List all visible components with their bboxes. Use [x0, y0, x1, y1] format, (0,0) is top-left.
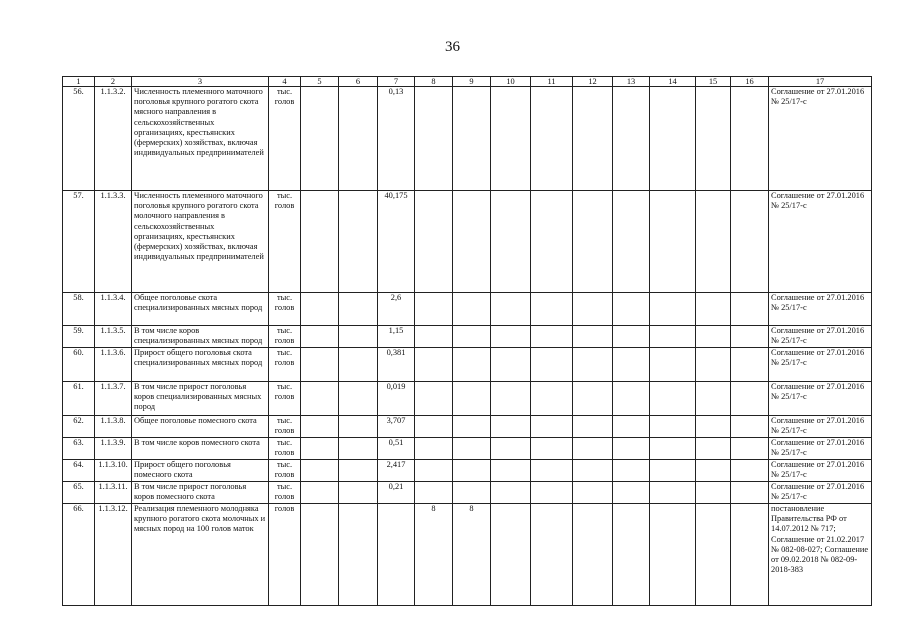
value-cell: [491, 293, 531, 326]
source-document-cell: Соглашение от 27.01.2016 № 25/17-с: [769, 438, 872, 460]
value-cell: [531, 416, 573, 438]
header-cell: 10: [491, 77, 531, 87]
row-code-cell: 1.1.3.5.: [95, 326, 132, 348]
value-cell: [650, 293, 696, 326]
value-cell: [453, 382, 491, 416]
value-cell: [650, 460, 696, 482]
header-cell: 16: [731, 77, 769, 87]
row-code-cell: 1.1.3.10.: [95, 460, 132, 482]
value-cell: [613, 348, 650, 382]
indicator-name-cell: Прирост общего поголовья скота специализированных мясных пород: [132, 348, 269, 382]
value-cell: 0,21: [378, 482, 415, 504]
value-cell: [415, 416, 453, 438]
row-number-cell: 57.: [63, 191, 95, 293]
value-cell: [613, 87, 650, 191]
value-cell: [731, 348, 769, 382]
source-document-cell: Соглашение от 27.01.2016 № 25/17-с: [769, 460, 872, 482]
value-cell: [573, 348, 613, 382]
value-cell: [453, 326, 491, 348]
indicator-name-cell: Общее поголовье скота специализированных мясных пород: [132, 293, 269, 326]
value-cell: 3,707: [378, 416, 415, 438]
value-cell: [573, 326, 613, 348]
value-cell: [453, 348, 491, 382]
row-code-cell: 1.1.3.6.: [95, 348, 132, 382]
row-number-cell: 65.: [63, 482, 95, 504]
value-cell: [415, 87, 453, 191]
header-cell: 5: [301, 77, 339, 87]
value-cell: [453, 87, 491, 191]
row-code-cell: 1.1.3.2.: [95, 87, 132, 191]
value-cell: [415, 348, 453, 382]
header-cell: 11: [531, 77, 573, 87]
row-code-cell: 1.1.3.11.: [95, 482, 132, 504]
value-cell: [339, 191, 378, 293]
value-cell: [491, 87, 531, 191]
indicator-name-cell: В том числе коров специализированных мясных пород: [132, 326, 269, 348]
header-cell: 3: [132, 77, 269, 87]
value-cell: [301, 482, 339, 504]
value-cell: [696, 87, 731, 191]
value-cell: [301, 438, 339, 460]
value-cell: [573, 191, 613, 293]
value-cell: 8: [415, 504, 453, 606]
value-cell: 0,51: [378, 438, 415, 460]
row-code-cell: 1.1.3.9.: [95, 438, 132, 460]
source-document-cell: Соглашение от 27.01.2016 № 25/17-с: [769, 87, 872, 191]
value-cell: [415, 460, 453, 482]
indicator-name-cell: Численность племенного маточного поголовья крупного рогатого скота мясного направления в сельскохозяйственных организациях, крестьянских (фермерских) хозяйствах, включая индивидуальных предпринимателей: [132, 87, 269, 191]
value-cell: [573, 416, 613, 438]
value-cell: [531, 191, 573, 293]
value-cell: [453, 191, 491, 293]
value-cell: [491, 504, 531, 606]
table-row: [63, 191, 872, 293]
value-cell: [301, 326, 339, 348]
indicator-name-cell: Общее поголовье помесного скота: [132, 416, 269, 438]
source-document-cell: Соглашение от 27.01.2016 № 25/17-с: [769, 382, 872, 416]
table-row: [63, 326, 872, 348]
value-cell: [301, 416, 339, 438]
header-cell: 8: [415, 77, 453, 87]
value-cell: [531, 87, 573, 191]
value-cell: [453, 482, 491, 504]
value-cell: [339, 504, 378, 606]
value-cell: [339, 482, 378, 504]
value-cell: [415, 191, 453, 293]
table-row: [63, 438, 872, 460]
header-cell: 17: [769, 77, 872, 87]
value-cell: [731, 191, 769, 293]
row-number-cell: 60.: [63, 348, 95, 382]
unit-cell: тыс. голов: [269, 87, 301, 191]
value-cell: [696, 293, 731, 326]
value-cell: [378, 504, 415, 606]
value-cell: [696, 416, 731, 438]
indicator-name-cell: Реализация племенного молодняка крупного рогатого скота молочных и мясных пород на 100 голов маток: [132, 504, 269, 606]
value-cell: [650, 482, 696, 504]
value-cell: [613, 326, 650, 348]
table-row: [63, 504, 872, 606]
header-cell: 4: [269, 77, 301, 87]
row-number-cell: 63.: [63, 438, 95, 460]
value-cell: [301, 460, 339, 482]
value-cell: [339, 348, 378, 382]
value-cell: [696, 460, 731, 482]
unit-cell: голов: [269, 504, 301, 606]
value-cell: [339, 460, 378, 482]
value-cell: [650, 438, 696, 460]
row-number-cell: 62.: [63, 416, 95, 438]
header-cell: 12: [573, 77, 613, 87]
unit-cell: тыс. голов: [269, 382, 301, 416]
value-cell: [301, 504, 339, 606]
value-cell: [415, 438, 453, 460]
table-row: [63, 348, 872, 382]
value-cell: [731, 87, 769, 191]
unit-cell: тыс. голов: [269, 460, 301, 482]
value-cell: [731, 460, 769, 482]
unit-cell: тыс. голов: [269, 293, 301, 326]
header-cell: 1: [63, 77, 95, 87]
header-cell: 9: [453, 77, 491, 87]
header-cell: 14: [650, 77, 696, 87]
value-cell: [415, 382, 453, 416]
value-cell: [415, 293, 453, 326]
value-cell: 2,6: [378, 293, 415, 326]
value-cell: [650, 504, 696, 606]
indicators-table: [62, 76, 872, 606]
value-cell: [301, 293, 339, 326]
value-cell: [491, 416, 531, 438]
header-cell: 15: [696, 77, 731, 87]
row-code-cell: 1.1.3.4.: [95, 293, 132, 326]
value-cell: [301, 191, 339, 293]
value-cell: [573, 87, 613, 191]
source-document-cell: Соглашение от 27.01.2016 № 25/17-с: [769, 191, 872, 293]
value-cell: [453, 438, 491, 460]
value-cell: 40,175: [378, 191, 415, 293]
header-cell: 7: [378, 77, 415, 87]
value-cell: [731, 382, 769, 416]
value-cell: [573, 504, 613, 606]
row-number-cell: 59.: [63, 326, 95, 348]
value-cell: [731, 482, 769, 504]
source-document-cell: Соглашение от 27.01.2016 № 25/17-с: [769, 326, 872, 348]
value-cell: [453, 416, 491, 438]
value-cell: [491, 438, 531, 460]
value-cell: [696, 191, 731, 293]
value-cell: [301, 348, 339, 382]
row-number-cell: 66.: [63, 504, 95, 606]
header-cell: 2: [95, 77, 132, 87]
table-row: [63, 293, 872, 326]
unit-cell: тыс. голов: [269, 482, 301, 504]
value-cell: [339, 87, 378, 191]
value-cell: 1,15: [378, 326, 415, 348]
value-cell: [453, 460, 491, 482]
row-code-cell: 1.1.3.8.: [95, 416, 132, 438]
value-cell: [613, 382, 650, 416]
unit-cell: тыс. голов: [269, 348, 301, 382]
indicator-name-cell: В том числе коров помесного скота: [132, 438, 269, 460]
value-cell: [531, 460, 573, 482]
value-cell: [301, 382, 339, 416]
value-cell: [339, 438, 378, 460]
value-cell: [696, 482, 731, 504]
value-cell: [339, 293, 378, 326]
value-cell: [339, 382, 378, 416]
row-code-cell: 1.1.3.7.: [95, 382, 132, 416]
row-number-cell: 64.: [63, 460, 95, 482]
indicator-name-cell: Прирост общего поголовья помесного скота: [132, 460, 269, 482]
header-cell: 6: [339, 77, 378, 87]
unit-cell: тыс. голов: [269, 438, 301, 460]
value-cell: [491, 348, 531, 382]
unit-cell: тыс. голов: [269, 191, 301, 293]
value-cell: [696, 438, 731, 460]
value-cell: [613, 191, 650, 293]
value-cell: [339, 416, 378, 438]
value-cell: [573, 460, 613, 482]
value-cell: [731, 416, 769, 438]
row-number-cell: 58.: [63, 293, 95, 326]
indicator-name-cell: В том числе прирост поголовья коров помесного скота: [132, 482, 269, 504]
value-cell: [731, 293, 769, 326]
table-row: [63, 460, 872, 482]
value-cell: [696, 348, 731, 382]
value-cell: [573, 382, 613, 416]
value-cell: [531, 326, 573, 348]
indicator-name-cell: Численность племенного маточного поголовья крупного рогатого скота молочного направления в сельскохозяйственных организациях, крестьянских (фермерских) хозяйствах, включая индивидуальных предпринимателей: [132, 191, 269, 293]
value-cell: [415, 326, 453, 348]
value-cell: 0,019: [378, 382, 415, 416]
header-row: [63, 77, 872, 87]
value-cell: [531, 482, 573, 504]
table-row: [63, 382, 872, 416]
value-cell: [453, 293, 491, 326]
page-number: 36: [445, 39, 460, 55]
value-cell: [650, 382, 696, 416]
value-cell: [531, 348, 573, 382]
source-document-cell: Соглашение от 27.01.2016 № 25/17-с: [769, 293, 872, 326]
value-cell: [650, 191, 696, 293]
indicator-name-cell: В том числе прирост поголовья коров специализированных мясных пород: [132, 382, 269, 416]
value-cell: [613, 460, 650, 482]
table-row: [63, 482, 872, 504]
source-document-cell: Соглашение от 27.01.2016 № 25/17-с: [769, 416, 872, 438]
value-cell: [613, 482, 650, 504]
value-cell: [491, 460, 531, 482]
row-number-cell: 56.: [63, 87, 95, 191]
value-cell: [491, 382, 531, 416]
value-cell: 0,13: [378, 87, 415, 191]
value-cell: [696, 504, 731, 606]
value-cell: [531, 504, 573, 606]
row-number-cell: 61.: [63, 382, 95, 416]
value-cell: [573, 438, 613, 460]
row-code-cell: 1.1.3.3.: [95, 191, 132, 293]
header-cell: 13: [613, 77, 650, 87]
value-cell: [731, 438, 769, 460]
value-cell: [613, 438, 650, 460]
value-cell: [531, 438, 573, 460]
value-cell: [531, 293, 573, 326]
table-body: [63, 87, 872, 606]
value-cell: [613, 504, 650, 606]
source-document-cell: постановление Правительства РФ от 14.07.2012 № 717; Соглашение от 21.02.2017 № 082-08-027; Соглашение от 09.02.2018 № 082-09-2018-383: [769, 504, 872, 606]
row-code-cell: 1.1.3.12.: [95, 504, 132, 606]
value-cell: [696, 326, 731, 348]
unit-cell: тыс. голов: [269, 326, 301, 348]
value-cell: [491, 482, 531, 504]
source-document-cell: Соглашение от 27.01.2016 № 25/17-с: [769, 482, 872, 504]
value-cell: 0,381: [378, 348, 415, 382]
value-cell: [573, 482, 613, 504]
unit-cell: тыс. голов: [269, 416, 301, 438]
value-cell: [613, 416, 650, 438]
value-cell: [731, 326, 769, 348]
value-cell: 2,417: [378, 460, 415, 482]
value-cell: [415, 482, 453, 504]
value-cell: [491, 191, 531, 293]
value-cell: [339, 326, 378, 348]
value-cell: [650, 416, 696, 438]
value-cell: [650, 87, 696, 191]
value-cell: [531, 382, 573, 416]
table-row: [63, 416, 872, 438]
table-row: [63, 87, 872, 191]
value-cell: [491, 326, 531, 348]
value-cell: 8: [453, 504, 491, 606]
value-cell: [650, 348, 696, 382]
value-cell: [696, 382, 731, 416]
source-document-cell: Соглашение от 27.01.2016 № 25/17-с: [769, 348, 872, 382]
value-cell: [301, 87, 339, 191]
value-cell: [731, 504, 769, 606]
value-cell: [613, 293, 650, 326]
value-cell: [650, 326, 696, 348]
value-cell: [573, 293, 613, 326]
